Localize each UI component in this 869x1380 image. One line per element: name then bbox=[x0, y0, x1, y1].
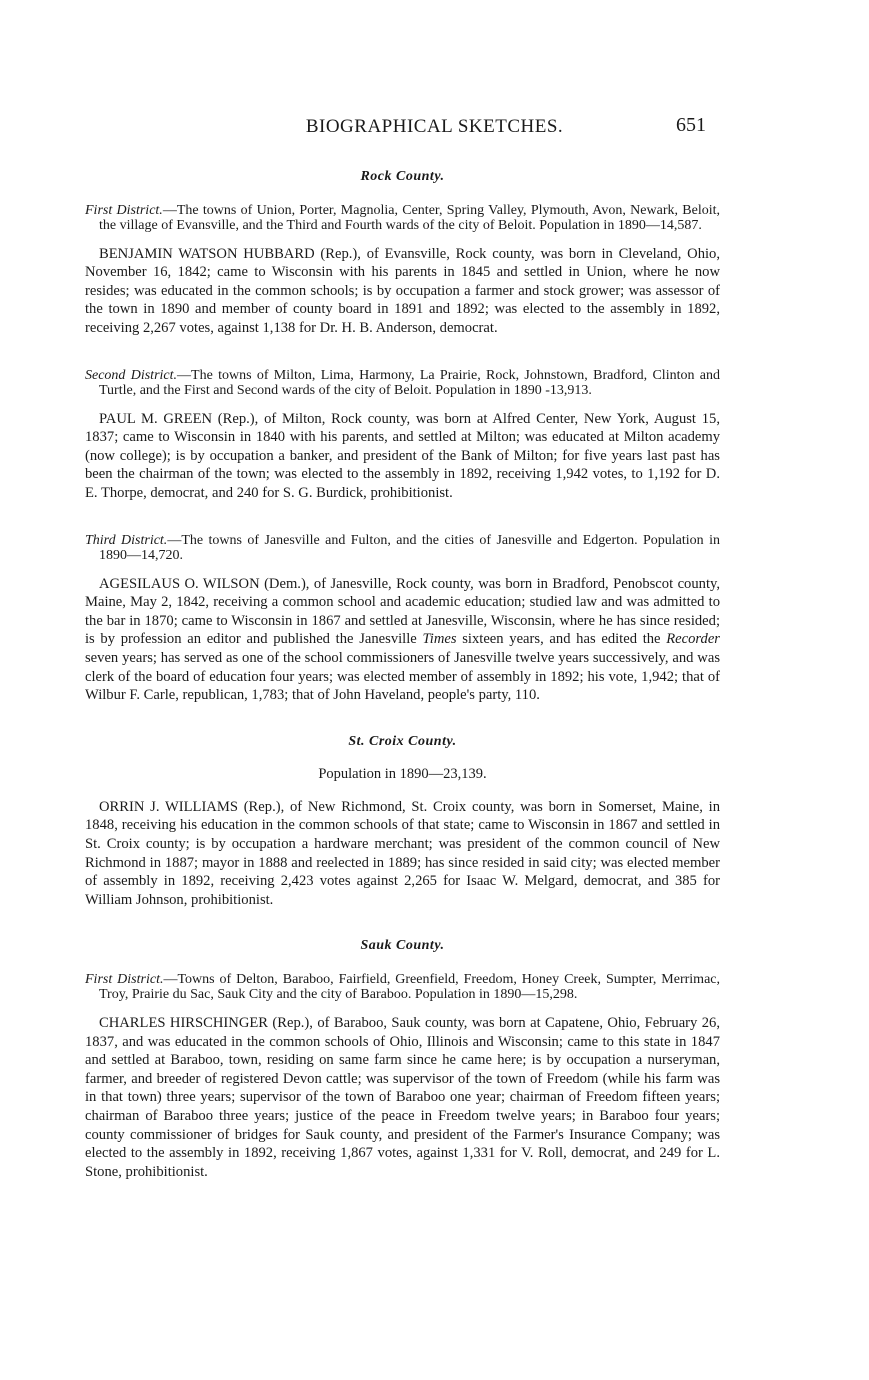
county-heading-st-croix: St. Croix County. bbox=[348, 733, 457, 749]
bio-text: AGESILAUS O. WILSON (Dem.), of Janesville, Rock county, was born in Bradford, Penobscot county, Maine, May 2, 1842, receiving a common school and academic education; studied law and was admitted to the bar in 1870; came to Wisconsin in 1867 and settled at Janesville, Wisconsin, where he has since resided; is by profession an editor and published the Janesville bbox=[85, 575, 720, 648]
district-text: —Towns of Delton, Baraboo, Fairfield, Greenfield, Freedom, Honey Creek, Sumpter, Merrimac, Troy, Prairie du Sac, Sauk City and the city of Baraboo. Population in 1890—15,298. bbox=[99, 972, 720, 1003]
district-text: —The towns of Union, Porter, Magnolia, Center, Spring Valley, Plymouth, Avon, Newark, Beloit, the village of Evansville, and the Third and Fourth wards of the city of Beloit. Population in 1890—14,587. bbox=[99, 202, 720, 233]
district-description bbox=[85, 972, 720, 1002]
bio-text: seven years; has served as one of the school commissioners of Janesville twelve years successively, and was clerk of the board of education four years; was elected member of assembly in 1892; his vote, 1,942; that of Wilbur F. Carle, republican, 1,783; that of John Haveland, people's party, 110. bbox=[85, 649, 720, 704]
bio-hubbard: BENJAMIN WATSON HUBBARD (Rep.), of Evansville, Rock county, was born in Cleveland, Ohio, November 16, 1842; came to Wisconsin with his parents in 1845 and settled in Union, where he now resides; was educated in the common schools; is by occupation a farmer and stock grower; was assessor of the town in 1890 and member of county board in 1891 and 1892; was elected to the assembly in 1892, receiving 2,267 votes, against 1,138 for Dr. H. B. Anderson, democrat. bbox=[85, 245, 720, 336]
district-label: Second District. bbox=[85, 367, 178, 383]
newspaper-title: Recorder bbox=[666, 631, 720, 648]
district-description bbox=[85, 533, 720, 563]
running-head: BIOGRAPHICAL SKETCHES. bbox=[305, 116, 564, 137]
newspaper-title: Times bbox=[422, 631, 457, 648]
bio-hirschinger: CHARLES HIRSCHINGER (Rep.), of Baraboo, Sauk county, was born at Capatene, Ohio, February 26, 1837, and was educated in the common schools of Ohio, Illinois and Wisconsin; came to this state in 1847 and settled at Baraboo, town, residing on same farm since he came here; is by occupation a nurseryman, farmer, and breeder of registered Devon cattle; was supervisor of the town of Freedom (while his farm was in that town) three years; supervisor of the town of Baraboo one year; chairman of Freedom fifteen years; chairman of Baraboo three years; justice of the peace in Freedom twelve years; in Baraboo four years; county commissioner of bridges for Sauk county, and president of the Farmer's Insurance Company; was elected to the assembly in 1892, receiving 1,867 votes, against 1,331 for V. Roll, democrat, and 249 for L. Stone, prohibitionist. bbox=[85, 1015, 720, 1180]
district-text: —The towns of Janesville and Fulton, and the cities of Janesville and Edgerton. Population in 1890—14,720. bbox=[99, 532, 720, 563]
district-description bbox=[85, 368, 720, 398]
page-header bbox=[0, 114, 869, 144]
district-label: Third District. bbox=[85, 532, 168, 548]
page-body bbox=[85, 168, 720, 1181]
county-heading-rock: Rock County. bbox=[360, 169, 445, 184]
county-heading-sauk: Sauk County. bbox=[360, 938, 445, 954]
page-number: 651 bbox=[676, 114, 706, 136]
bio-williams: ORRIN J. WILLIAMS (Rep.), of New Richmond, St. Croix county, was born in Somerset, Maine, in 1848, receiving his education in the common schools of that state; came to Wisconsin in 1867 and settled in St. Croix county; is by occupation a hardware merchant; was president of the common council of New Richmond in 1887; mayor in 1888 and reelected in 1889; has since resided in said city; was elected member of assembly in 1892, receiving 2,423 votes against 2,265 for Isaac W. Melgard, democrat, and 385 for William Johnson, prohibitionist. bbox=[85, 798, 720, 908]
district-label: First District. bbox=[85, 202, 163, 218]
district-label: First District. bbox=[85, 972, 164, 988]
bio-text: sixteen years, and has edited the bbox=[456, 631, 667, 648]
bio-wilson bbox=[85, 575, 720, 705]
bio-green: PAUL M. GREEN (Rep.), of Milton, Rock county, was born at Alfred Center, New York, August 15, 1837; came to Wisconsin in 1840 with his parents, and settled at Milton; was educated at Milton academy (now college); is by occupation a banker, and president of the Bank of Milton; for five years last past has been the chairman of the town; was elected to the assembly in 1892, receiving 1,942 votes, to 1,192 for D. E. Thorpe, democrat, and 240 for S. G. Burdick, prohibitionist. bbox=[85, 410, 720, 501]
district-text: —The towns of Milton, Lima, Harmony, La Prairie, Rock, Johnstown, Bradford, Clinton and Turtle, and the First and Second wards of the city of Beloit. Population in 1890 -13,913. bbox=[99, 367, 720, 398]
population-line: Population in 1890—23,139. bbox=[318, 766, 487, 783]
district-description bbox=[85, 203, 720, 233]
